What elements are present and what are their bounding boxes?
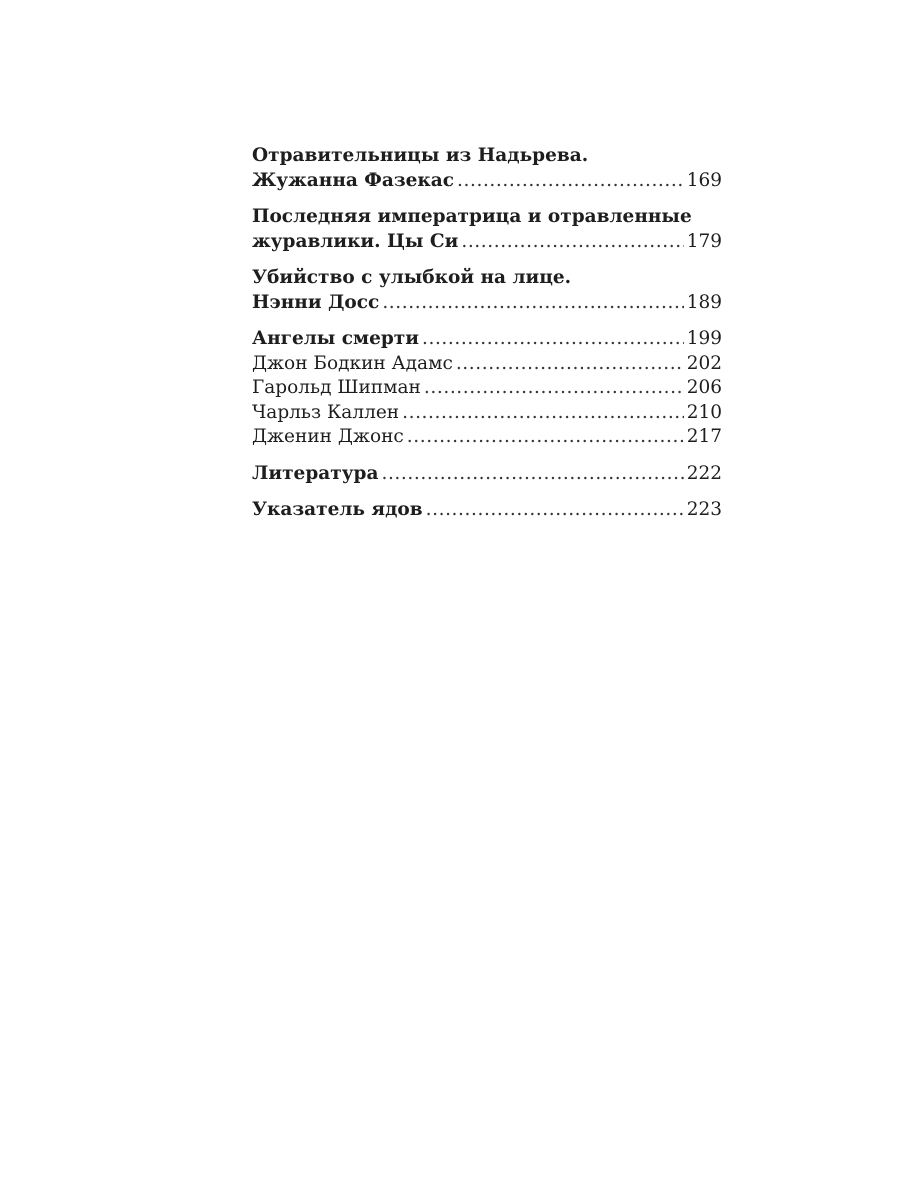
toc-subentry-title: Чарльз Каллен: [252, 401, 400, 423]
toc-subentry-title: Гарольд Шипман: [252, 377, 421, 398]
page-number: 223: [686, 499, 722, 520]
toc-entry-title: Убийство с улыбкой на лице.: [252, 267, 572, 288]
toc-subentry-title: Дженин Джонс: [252, 426, 404, 447]
toc-entry-title-continued: журавлики. Цы Си: [252, 230, 459, 252]
dot-leader: [426, 498, 684, 523]
page-number: 169: [686, 169, 722, 191]
page-number: 179: [686, 230, 722, 252]
toc-entry-title-continued: Жужанна Фазекас: [252, 169, 455, 191]
toc-subentry[interactable]: [252, 425, 722, 450]
toc-entry[interactable]: [252, 462, 722, 487]
toc-entry-title: Последняя императрица и отравленные: [252, 206, 692, 227]
toc-entry-title: Отравительницы из Надьрева.: [252, 145, 589, 166]
toc-entry[interactable]: [252, 266, 722, 315]
toc-subentry-title: Джон Бодкин Адамс: [252, 352, 453, 374]
dot-leader: [424, 376, 684, 401]
toc-entry-title: Литература: [252, 462, 379, 484]
toc-entry[interactable]: [252, 327, 722, 352]
page-number: 222: [686, 462, 722, 484]
page-number: 206: [686, 377, 722, 398]
toc-entry-title: Указатель ядов: [252, 499, 423, 520]
table-of-contents: [252, 144, 722, 523]
toc-entry[interactable]: [252, 144, 722, 193]
toc-entry[interactable]: [252, 205, 722, 254]
page-number: 217: [686, 426, 722, 447]
toc-subentry[interactable]: [252, 376, 722, 401]
page-number: 202: [686, 352, 722, 374]
dot-leader: [407, 425, 684, 450]
dot-leader: [402, 401, 684, 426]
toc-entry-title: Ангелы смерти: [252, 328, 419, 349]
toc-subentry[interactable]: [252, 352, 722, 377]
dot-leader: [381, 462, 683, 487]
dot-leader: [456, 352, 684, 377]
dot-leader: [461, 230, 683, 255]
toc-subentry[interactable]: [252, 401, 722, 426]
dot-leader: [382, 291, 683, 316]
page-number: 189: [686, 291, 722, 313]
dot-leader: [422, 327, 684, 352]
toc-entry[interactable]: [252, 498, 722, 523]
toc-entry-title-continued: Нэнни Досс: [252, 291, 380, 313]
page-number: 199: [686, 328, 722, 349]
page-number: 210: [686, 401, 722, 423]
dot-leader: [457, 169, 684, 194]
